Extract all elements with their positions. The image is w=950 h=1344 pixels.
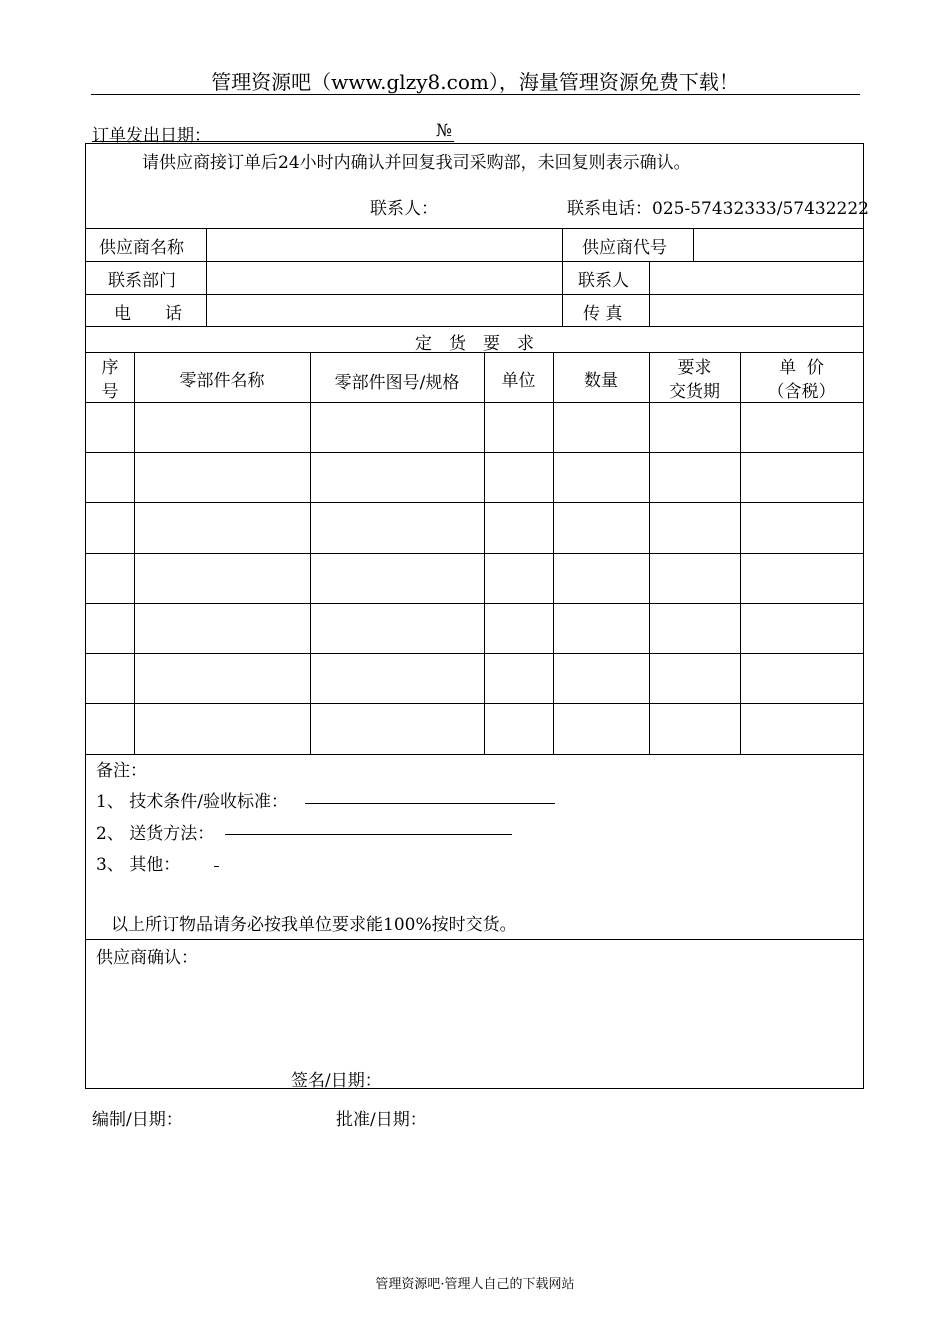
table-cell[interactable] — [649, 552, 740, 603]
delivery-method-field[interactable] — [225, 834, 512, 835]
table-cell[interactable] — [310, 603, 484, 653]
table-cell[interactable] — [553, 552, 649, 603]
table-cell[interactable] — [484, 452, 553, 502]
table-cell[interactable] — [649, 603, 740, 653]
table-cell[interactable] — [740, 552, 863, 603]
table-cell[interactable] — [740, 603, 863, 653]
header-rule — [91, 94, 860, 95]
phone-label: 电 话 — [114, 304, 182, 324]
order-form-table — [85, 143, 869, 1091]
table-cell[interactable] — [86, 603, 134, 653]
divider — [649, 261, 650, 326]
divider — [86, 326, 863, 327]
table-cell[interactable] — [649, 703, 740, 754]
table-cell[interactable] — [310, 703, 484, 754]
fax-label: 传 真 — [583, 304, 623, 324]
contact-person-label: 联系人 — [578, 271, 629, 291]
table-cell[interactable] — [484, 552, 553, 603]
order-requirements-title: 定 货 要 求 — [415, 334, 534, 354]
col-seq-header-2: 号 — [101, 382, 119, 402]
table-cell[interactable] — [310, 402, 484, 452]
order-date-field[interactable] — [92, 141, 454, 142]
table-cell[interactable] — [134, 703, 310, 754]
table-cell[interactable] — [553, 603, 649, 653]
table-cell[interactable] — [740, 502, 863, 552]
table-cell[interactable] — [484, 703, 553, 754]
table-cell[interactable] — [484, 653, 553, 703]
divider — [86, 754, 863, 755]
divider — [562, 228, 563, 326]
table-cell[interactable] — [86, 502, 134, 552]
table-cell[interactable] — [649, 402, 740, 452]
table-cell[interactable] — [484, 502, 553, 552]
table-cell[interactable] — [86, 703, 134, 754]
table-cell[interactable] — [310, 653, 484, 703]
supplier-name-field[interactable] — [208, 230, 560, 259]
table-cell[interactable] — [86, 452, 134, 502]
table-cell[interactable] — [740, 653, 863, 703]
supplier-name-label: 供应商名称 — [99, 238, 184, 258]
table-cell[interactable] — [86, 402, 134, 452]
col-part-spec-header: 零部件图号/规格 — [334, 373, 460, 393]
col-qty-header: 数量 — [584, 371, 618, 391]
fax-field[interactable] — [651, 296, 861, 324]
divider — [86, 939, 863, 940]
table-cell[interactable] — [740, 452, 863, 502]
table-cell[interactable] — [86, 552, 134, 603]
table-cell[interactable] — [553, 703, 649, 754]
table-cell[interactable] — [310, 452, 484, 502]
col-unit-header: 单位 — [501, 371, 536, 391]
divider — [206, 228, 207, 326]
table-cell[interactable] — [86, 653, 134, 703]
col-part-name-header: 零部件名称 — [179, 371, 265, 391]
table-cell[interactable] — [310, 502, 484, 552]
notice-contact-label: 联系人： — [370, 199, 438, 219]
table-cell[interactable] — [553, 502, 649, 552]
supplier-code-field[interactable] — [695, 230, 861, 259]
divider — [86, 294, 863, 295]
approved-by-label: 批准/日期： — [336, 1110, 427, 1130]
col-delivery-header-1: 要求 — [677, 358, 712, 378]
table-cell[interactable] — [484, 402, 553, 452]
table-cell[interactable] — [553, 402, 649, 452]
col-seq-header-1: 序 — [101, 358, 119, 378]
divider — [693, 228, 694, 261]
remarks-item-2: 2、 送货方法： — [96, 824, 215, 844]
sign-date-label: 签名/日期： — [291, 1071, 382, 1091]
contact-dept-field[interactable] — [208, 263, 560, 292]
col-delivery-header-2: 交货期 — [669, 382, 720, 402]
prepared-by-label: 编制/日期： — [92, 1110, 183, 1130]
table-cell[interactable] — [740, 703, 863, 754]
tech-standard-field[interactable] — [305, 803, 555, 804]
divider — [86, 228, 863, 229]
col-price-header-2: （含税） — [767, 382, 836, 402]
table-cell[interactable] — [134, 452, 310, 502]
notice-phone: 联系电话：025-57432333/57432222 — [567, 199, 869, 219]
remarks-item-1: 1、 技术条件/验收标准： — [96, 792, 288, 812]
table-cell[interactable] — [649, 452, 740, 502]
supplier-code-label: 供应商代号 — [582, 238, 667, 258]
table-cell[interactable] — [134, 603, 310, 653]
order-date-label: 订单发出日期： — [92, 126, 211, 146]
table-cell[interactable] — [649, 653, 740, 703]
table-cell[interactable] — [740, 402, 863, 452]
table-cell[interactable] — [134, 402, 310, 452]
phone-field[interactable] — [208, 296, 560, 324]
divider — [86, 261, 863, 262]
table-cell[interactable] — [134, 502, 310, 552]
table-cell[interactable] — [484, 603, 553, 653]
delivery-statement: 以上所订物品请务必按我单位要求能100%按时交货。 — [111, 915, 517, 935]
table-cell[interactable] — [649, 502, 740, 552]
header-banner: 管理资源吧（www.glzy8.com），海量管理资源免费下载！ — [211, 70, 739, 94]
table-cell[interactable] — [310, 552, 484, 603]
order-number-mark: № — [436, 121, 453, 141]
notice-text: 请供应商接订单后24小时内确认并回复我司采购部，未回复则表示确认。 — [142, 153, 691, 173]
remarks-title: 备注： — [96, 761, 147, 781]
footer-text: 管理资源吧·管理人自己的下载网站 — [375, 1277, 575, 1292]
other-field[interactable] — [214, 866, 219, 867]
col-price-header-1: 单 价 — [779, 358, 824, 378]
table-cell[interactable] — [134, 552, 310, 603]
table-cell[interactable] — [134, 653, 310, 703]
table-cell[interactable] — [553, 653, 649, 703]
contact-person-field[interactable] — [651, 263, 861, 292]
contact-dept-label: 联系部门 — [108, 271, 176, 291]
remarks-item-3: 3、 其他： — [96, 855, 181, 875]
supplier-confirm-label: 供应商确认： — [96, 948, 198, 968]
table-cell[interactable] — [553, 452, 649, 502]
